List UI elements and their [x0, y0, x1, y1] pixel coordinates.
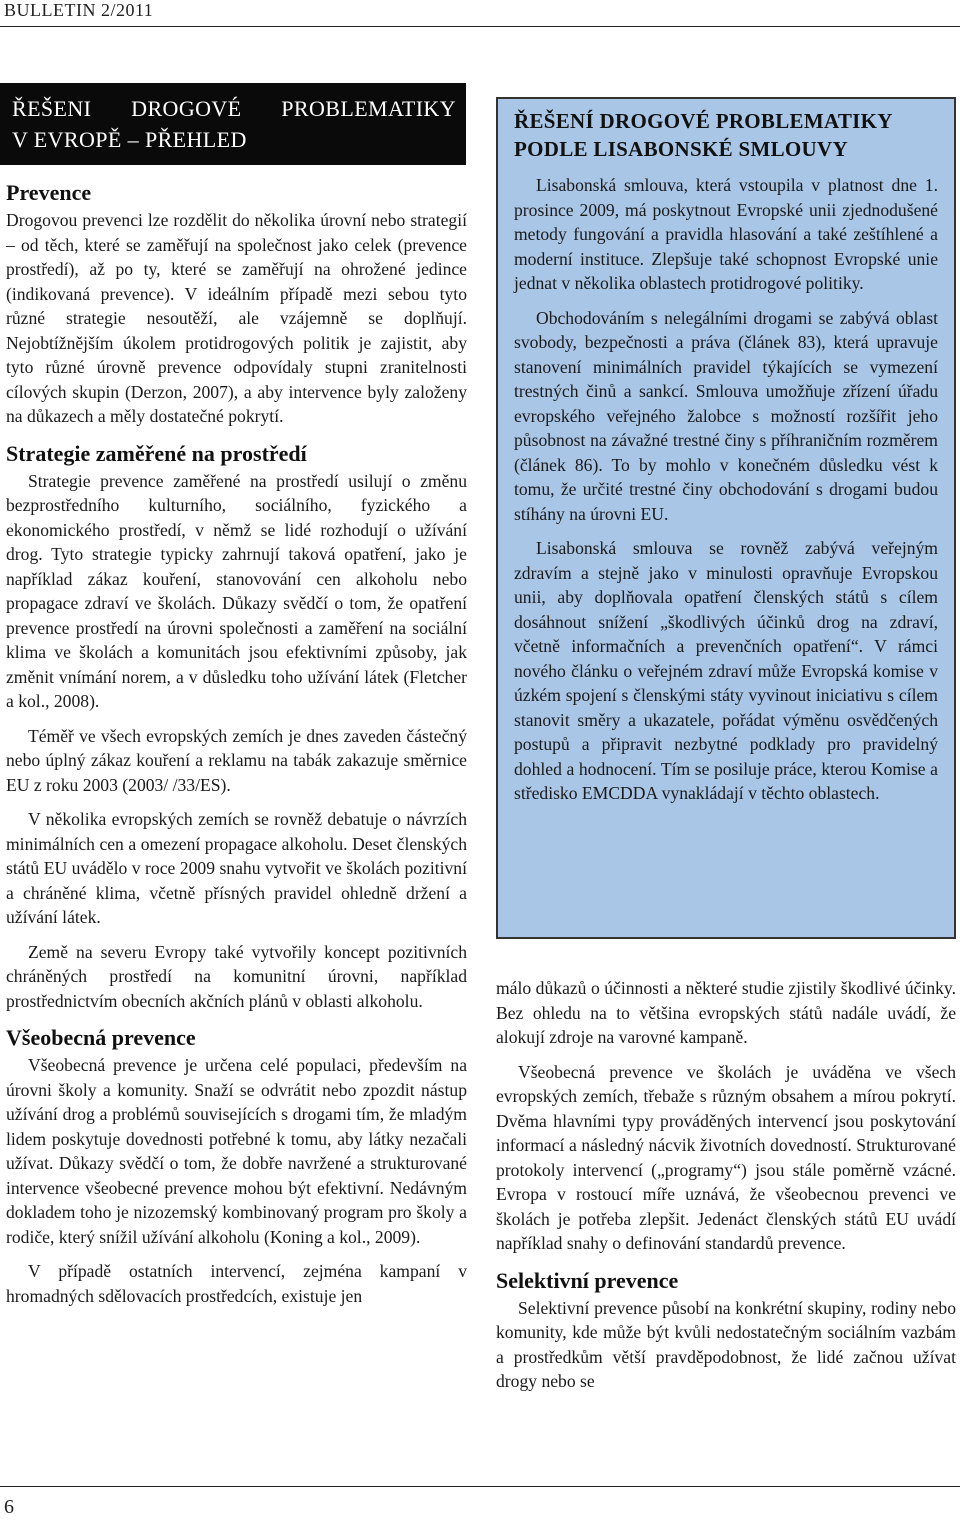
box-paragraph: Lisabonská smlouva se rovněž zabývá veřejným zdravím a stejně jako v minulosti opravňuje Evropskou unii, aby doplňovala opatření členských států s cílem dosáhnout snížení „škodlivých účinků drog na zdraví, včetně informačních a prevenčních opatření“. V rámci nového článku o veřejném zdraví může Evropská komise v úzkém spojení s členskými státy vyvinout iniciativu s cílem stanovit směry a ukazatele, pořádat výměnu osvědčených postupů a připravit nezbytné podklady pro pravidelný dohled a hodnocení. Tím se posiluje práce, kterou Komise a středisko EMCDDA vynakládají v těchto oblastech.: [514, 538, 938, 803]
paragraph: Všeobecná prevence ve školách je uváděna ve všech evropských zemích, třebaže s různým obsahem a mírou pokrytí. Dvěma hlavními typy prováděných intervencí jsou poskytování informací a následný nácvik životních dovedností. Strukturované protokoly intervencí („programy“) jsou stále poměrně vzácné. Evropa v rostoucí míře uznává, že všeobecnou prevenci ve školách je potřeba zlepšit. Jedenáct členských států EU uvádí například snahy o definování standardů prevence.: [496, 1061, 956, 1253]
header-rule: [0, 26, 960, 27]
paragraph: Téměř ve všech evropských zemích je dnes zaveden částečný nebo úplný zákaz kouření a reklamu na tabák zakazuje směrnice EU z roku 2003 (2003/ /33/ES).: [6, 725, 467, 795]
lisbon-treaty-box: [496, 97, 956, 939]
heading-vseobecna: Všeobecná prevence: [6, 1025, 196, 1050]
right-column: [496, 976, 956, 1394]
heading-strategie: Strategie zaměřené na prostředí: [6, 440, 307, 466]
paragraph: Drogovou prevenci lze rozdělit do několika úrovní nebo strategií – od těch, které se zaměřují na společnost jako celek (prevence prostředí), až po ty, které se zaměřují na ohrožené jedince (indikovaná prevence). V ideálním případě mezi sebou tyto různé strategie nesoutěží, ale vzájemně se doplňují. Nejobtížnějším úkolem protidrogových politik je zajistit, aby tyto různé úrovně prevence odpovídaly stupni zranitelnosti cílových skupin (Derzon, 2007), a aby intervence byly založeny na důkazech a měly dostatečné pokrytí.: [6, 210, 467, 426]
box-title-line-1: ŘEŠENÍ DROGOVÉ PROBLEMATIKY: [514, 109, 893, 133]
paragraph: V několika evropských zemích se rovněž debatuje o návrzích minimálních cen a omezení propagace alkoholu. Deset členských států EU uvádělo v roce 2009 snahu vytvořit ve školách pozitivní a chráněné klima, včetně přísných pravidel ohledně držení a užívání látek.: [6, 809, 467, 927]
box-paragraph: Obchodováním s nelegálními drogami se zabývá oblast svobody, bezpečnosti a práva (článek 83), která upravuje stanovení minimálních pravidel týkajících se vymezení trestných činů a sankcí. Smlouva umožňuje zřízení úřadu evropského veřejného žalobce s možností rozšířit jeho působnost na závažné trestné činy s příhraničním rozměrem (článek 86). To by mohlo v konečném důsledku vést k tomu, že určité trestné činy obchodování s drogami budou stíhány na úrovni EU.: [514, 307, 938, 524]
heading-prevence: Prevence: [6, 180, 92, 205]
left-column: [6, 178, 467, 1308]
section-title-line-2: V EVROPĚ – PŘEHLED: [12, 127, 247, 152]
paragraph: málo důkazů o účinnosti a některé studie zjistily škodlivé účinky. Bez ohledu na to většina evropských států nadále uvádí, že alokují zdroje na varovné kampaně.: [496, 978, 956, 1047]
paragraph: Všeobecná prevence je určena celé populaci, především na úrovni školy a komunity. Snaží se odvrátit nebo zpozdit nástup užívání drog a problémů souvisejících s drogami tím, že mladým lidem poskytuje dovednosti potřebné k tomu, aby látky nezačali užívat. Důkazy svědčí o tom, že dobře navržené a strukturované intervence všeobecné prevence mohou být efektivní. Nedávným dokladem toho je nizozemský kombinovaný program pro školy a rodiče, který snížil užívání alkoholu (Koning a kol., 2009).: [6, 1055, 467, 1247]
box-title-line-2: PODLE LISABONSKÉ SMLOUVY: [514, 137, 848, 161]
footer-rule: [0, 1486, 960, 1487]
running-head: BULLETIN 2/2011: [4, 0, 154, 20]
paragraph: Strategie prevence zaměřené na prostředí usilují o změnu bezprostředního kulturního, sociálního, fyzického a ekonomického prostředí, v němž se lidé rozhodují o užívání drog. Tyto strategie typicky zahrnují taková opatření, jako je například zákaz kouření, stanovování cen alkoholu nebo propagace zdraví ve školách. Důkazy svědčí o tom, že opatření prevence prostředí na úrovni společnosti a zaměření na sociální klima ve školách a komunitách jsou efektivními způsoby, jak změnit vnímání norem, a v důsledku toho užívání látek (Fletcher a kol., 2008).: [6, 470, 467, 711]
page-number: 6: [4, 1496, 14, 1518]
section-title-banner: [0, 83, 466, 165]
box-paragraph: Lisabonská smlouva, která vstoupila v platnost dne 1. prosince 2009, má poskytnout Evropské unii zjednodušené metody fungování a pravidla hlasování a také zeštíhlené a moderní instituce. Zlepšuje také schopnost Evropské unie jednat v několika oblastech protidrogové politiky.: [514, 175, 938, 293]
section-title-line-1: ŘEŠENI DROGOVÉ PROBLEMATIKY: [12, 96, 456, 121]
paragraph: Selektivní prevence působí na konkrétní skupiny, rodiny nebo komunity, kde může být kvůli nedostatečným sociálním vazbám a prostředkům větší pravděpodobnost, že lidé začnou užívat drogy nebo se: [496, 1297, 956, 1391]
paragraph: Země na severu Evropy také vytvořily koncept pozitivních chráněných prostředí na komunitní úrovni, například prostřednictvím obecních akčních plánů v oblasti alkoholu.: [6, 941, 467, 1011]
heading-selektivni: Selektivní prevence: [496, 1267, 679, 1293]
paragraph: V případě ostatních intervencí, zejména kampaní v hromadných sdělovacích prostředcích, existuje jen: [6, 1261, 467, 1306]
box-title: [514, 107, 938, 163]
